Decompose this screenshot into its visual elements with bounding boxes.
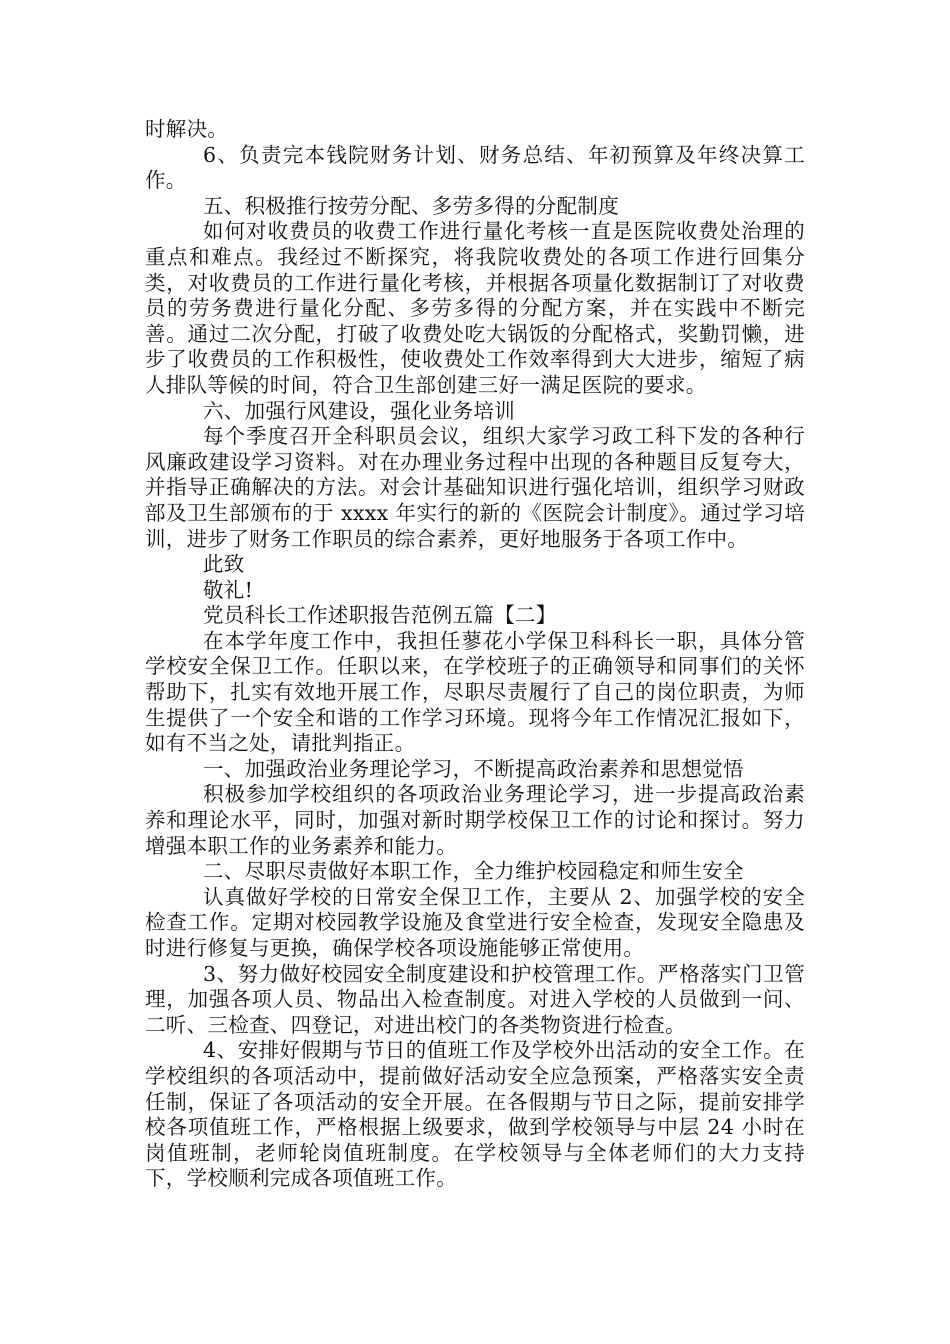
paragraph: 时解决。 [145,117,229,141]
section-heading: 二、尽职尽责做好本职工作，全力维护校园稳定和师生安全 [203,859,744,884]
closing-salutation: 敬礼! [203,577,254,602]
section-heading: 六、加强行风建设，强化业务培训 [203,398,515,423]
section-heading: 一、加强政治业务理论学习，不断提高政治素养和思想觉悟 [203,756,744,781]
paragraph: 6、负责完本钱院财务计划、财务总结、年初预算及年终决算工作。 [145,142,805,193]
document-page [145,117,805,1192]
paragraph: 在本学年度工作中，我担任蓼花小学保卫科科长一职，具体分管学校安全保卫工作。任职以来，在学校班子的正确领导和同事们的关怀帮助下，扎实有效地开展工作，尽职尽责履行了自己的岗位职责，为师生提供了一个安全和谐的工作学习环境。现将今年工作情况汇报如下，如有不当之处，请批判指正。 [145,628,805,756]
section-heading: 五、积极推行按劳分配、多劳多得的分配制度 [203,193,619,218]
paragraph: 4、安排好假期与节日的值班工作及学校外出活动的安全工作。在学校组织的各项活动中，提前做好活动安全应急预案，严格落实安全责任制，保证了各项活动的安全开展。在各假期与节日之际，提前安排学校各项值班工作，严格根据上级要求，做到学校领导与中层 24 小时在岗值班制，老师轮岗值班制度。在学校领导与全体老师们的大力支持下，学校顺利完成各项值班工作。 [145,1038,805,1191]
paragraph: 如何对收费员的收费工作进行量化考核一直是医院收费处治理的重点和难点。我经过不断探究，将我院收费处的各项工作进行回集分类，对收费员的工作进行量化考核，并根据各项量化数据制订了对收费员的劳务费进行量化分配、多劳多得的分配方案，并在实践中不断完善。通过二次分配，打破了收费处吃大锅饭的分配格式，奖勤罚懒，进步了收费员的工作积极性，使收费处工作效率得到大大进步，缩短了病人排队等候的时间，符合卫生部创建三好一满足医院的要求。 [145,219,805,397]
article-title: 党员科长工作述职报告范例五篇【二】 [203,603,557,628]
closing-salutation: 此致 [203,552,245,577]
paragraph: 每个季度召开全科职员会议，组织大家学习政工科下发的各种行风廉政建设学习资料。对在办理业务过程中出现的各种题目反复夸大，并指导正确解决的方法。对会计基础知识进行强化培训，组织学习财政部及卫生部颁布的于 xxxx 年实行的新的《医院会计制度》。通过学习培训，进步了财务工作职员的综合素养，更好地服务于各项工作中。 [145,424,805,551]
paragraph: 认真做好学校的日常安全保卫工作，主要从 2、加强学校的安全检查工作。定期对校园教学设施及食堂进行安全检查，发现安全隐患及时进行修复与更换，确保学校各项设施能够正常使用。 [145,884,805,960]
paragraph: 3、努力做好校园安全制度建设和护校管理工作。严格落实门卫管理，加强各项人员、物品出入检查制度。对进入学校的人员做到一问、二听、三检查、四登记，对进出校门的各类物资进行检查。 [145,961,805,1037]
paragraph: 积极参加学校组织的各项政治业务理论学习，进一步提高政治素养和理论水平，同时，加强对新时期学校保卫工作的讨论和探讨。努力增强本职工作的业务素养和能力。 [145,782,805,858]
